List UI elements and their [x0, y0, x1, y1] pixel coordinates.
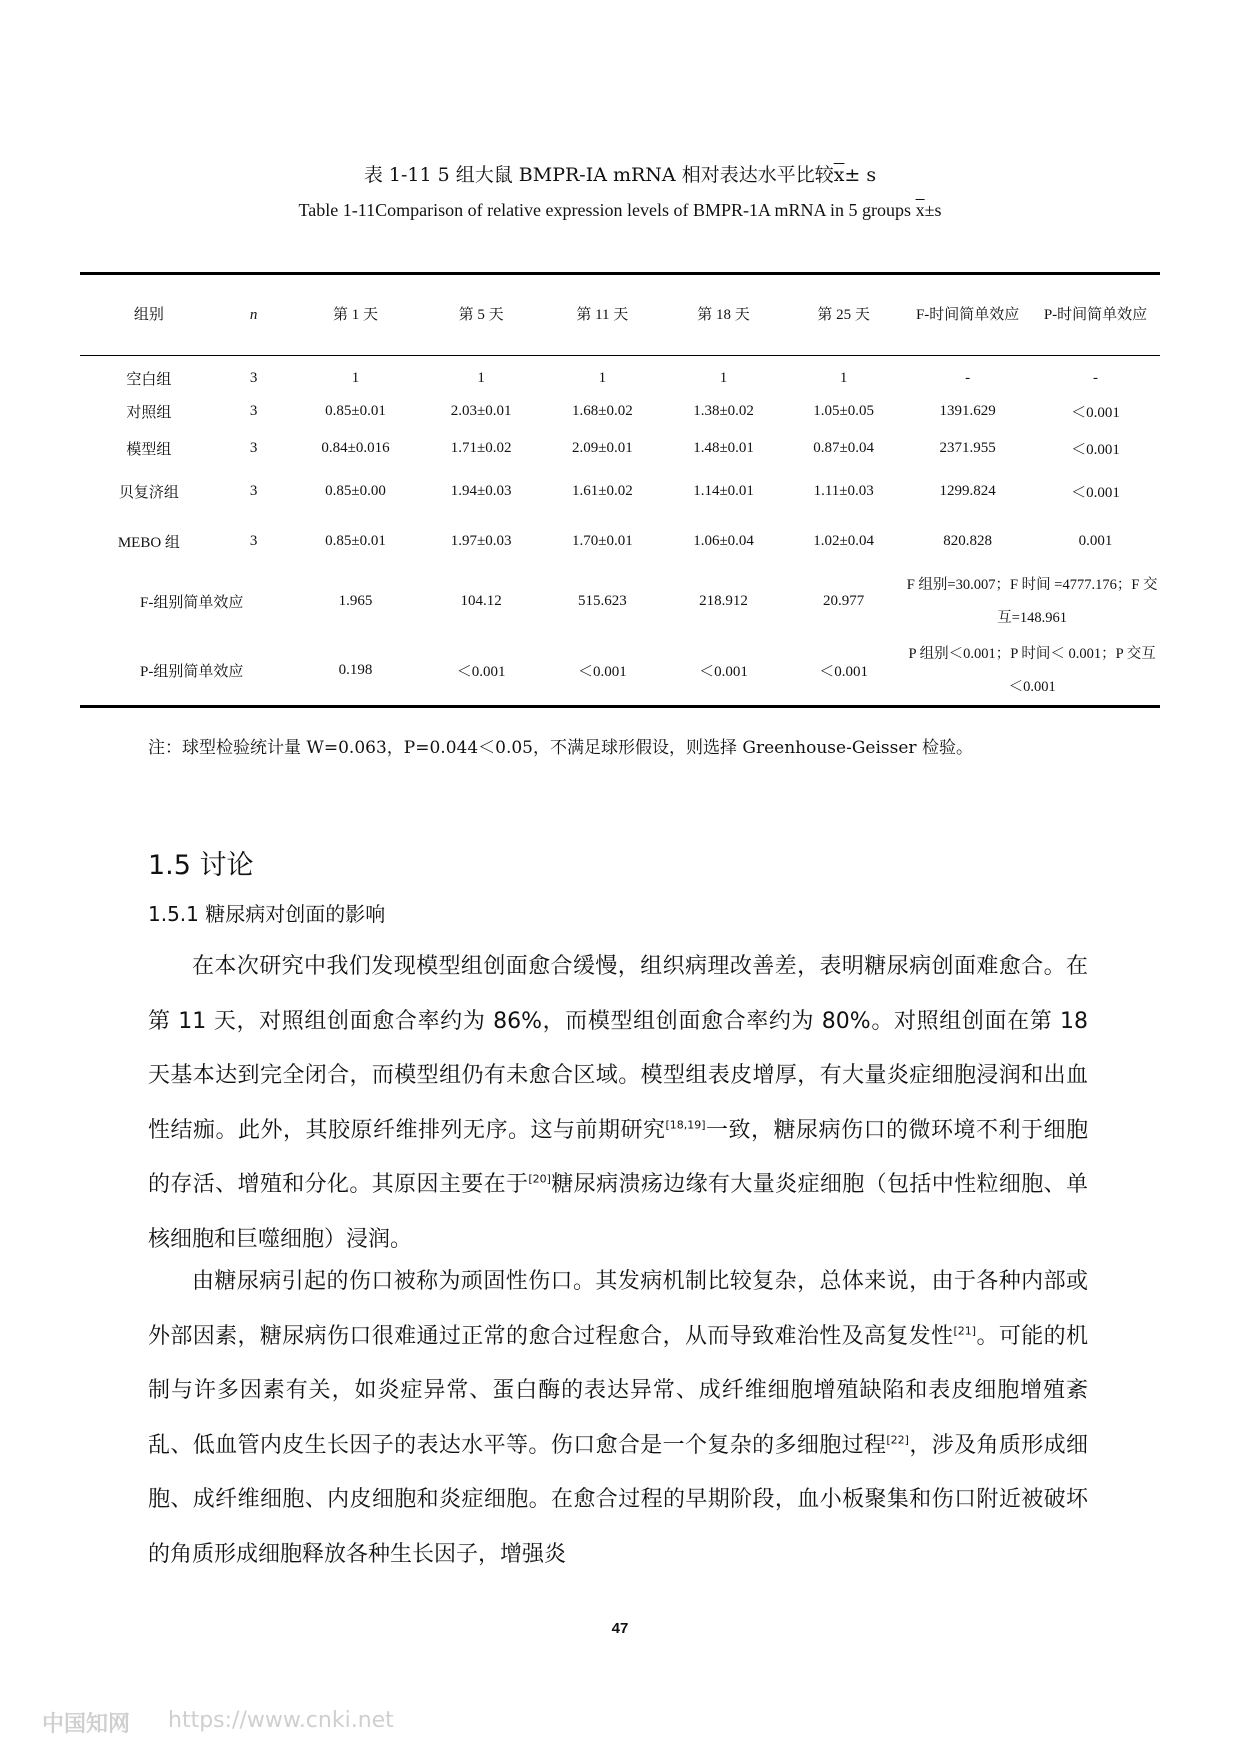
header-cell: 第 11 天 [576, 307, 629, 323]
table-cell: 2.09±0.01 [571, 439, 633, 456]
table-cell: ＜0.001 [1071, 485, 1120, 501]
header-cell: F-时间简单效应 [915, 307, 1020, 323]
table-cell: 贝复济组 [118, 485, 179, 501]
table-cell: 1.965 [338, 593, 373, 609]
table-cell: 20.977 [823, 593, 865, 609]
table-cell: 3 [249, 402, 258, 419]
section-heading: 1.5 讨论 [148, 850, 254, 881]
f-effect-row [80, 567, 1160, 637]
caption-cn-suffix: ± s [844, 164, 877, 186]
discussion-paragraph-2 [148, 1255, 1088, 1582]
header-cell: n [249, 307, 258, 323]
header-cell: 组别 [133, 307, 164, 323]
table-cell: ＜0.001 [699, 664, 748, 681]
table-cell: ＜0.001 [1071, 441, 1120, 458]
table-cell: 1.71±0.02 [450, 439, 512, 456]
table-cell: 1 [839, 369, 848, 386]
table-cell: 对照组 [126, 404, 172, 421]
caption-cn-prefix: 表 1-11 5 组大鼠 BMPR-IA mRNA 相对表达水平比较 [363, 164, 834, 186]
table-cell: 0.85±0.00 [325, 483, 386, 499]
p-effect-summary: P 组别＜0.001；P 时间＜ 0.001；P 交互＜0.001 [908, 645, 1156, 695]
watermark-logo: 中国知网 [42, 1712, 131, 1737]
table-cell: MEBO 组 [117, 535, 180, 551]
table-cell: 1299.824 [939, 483, 996, 499]
table-cell: 1.14±0.01 [693, 483, 754, 499]
table-row [80, 467, 1160, 517]
table-cell: 1.70±0.01 [571, 533, 633, 549]
caption-en-xbar: $\overline{x}$ [915, 200, 925, 220]
citation: [18,19] [665, 1118, 706, 1132]
table-cell: 1 [719, 369, 728, 386]
paragraph-text: 糖尿病溃疡边缘有大量炎症细胞（包括中性粒细胞、单核细胞和巨噬细胞）浸润。 [148, 1172, 1088, 1252]
paragraph-text: 由糖尿病引起的伤口被称为顽固性伤口。其发病机制比较复杂，总体来说，由于各种内部或外部因素，糖尿病伤口很难通过正常的愈合过程愈合，从而导致难治性及高复发性 [148, 1269, 1088, 1349]
paragraph-text: 。可能的机制与许多因素有关，如炎症异常、蛋白酶的表达异常、成纤维细胞增殖缺陷和表皮细胞增殖紊乱、低血管内皮生长因子的表达水平等。伤口愈合是一个复杂的多细胞过程 [148, 1323, 1088, 1458]
table-cell: 515.623 [577, 593, 627, 609]
table-cell: ＜0.001 [819, 664, 869, 681]
header-cell: 第 18 天 [697, 307, 750, 323]
table-cell: ＜0.001 [1071, 404, 1120, 421]
table-row [80, 356, 1160, 393]
header-cell: 第 25 天 [817, 307, 870, 323]
table-cell: 1 [477, 369, 485, 386]
f-effect-label: F-组别简单效应 [140, 595, 244, 611]
table-cell: - [1093, 369, 1098, 386]
header-cell: 第 5 天 [458, 307, 504, 323]
table-cell: 2371.955 [939, 439, 996, 456]
header-cell: 第 1 天 [332, 307, 378, 323]
table-row [80, 430, 1160, 467]
table-cell: 0.87±0.04 [813, 439, 875, 456]
table-cell: 2.03±0.01 [450, 402, 512, 419]
table-cell: 1 [598, 369, 607, 386]
citation: [21] [953, 1324, 977, 1338]
table-cell: 3 [249, 533, 258, 549]
table-cell: 1.61±0.02 [571, 483, 633, 499]
p-effect-label: P-组别简单效应 [140, 664, 244, 681]
table-cell: 0.85±0.01 [325, 533, 386, 549]
table-cell: 空白组 [126, 371, 172, 388]
table-cell: 1.02±0.04 [813, 533, 875, 549]
table-cell: 1.97±0.03 [450, 533, 512, 549]
page-number: 47 [611, 1620, 629, 1637]
table-caption-cn [0, 160, 1240, 187]
table-cell: 1.06±0.04 [693, 533, 754, 549]
table-cell: - [965, 369, 971, 386]
paragraph-text: ，涉及角质形成细胞、成纤维细胞、内皮细胞和炎症细胞。在愈合过程的早期阶段，血小板聚集和伤口附近被破坏的角质形成细胞释放各种生长因子，增强炎 [148, 1432, 1088, 1567]
caption-en-prefix: Table 1-11Comparison of relative expression levels of BMPR-1A mRNA in 5 groups [298, 200, 916, 220]
table-cell: 1.05±0.05 [813, 402, 875, 419]
table-cell: 1.38±0.02 [693, 402, 754, 419]
subsection-heading: 1.5.1 糖尿病对创面的影响 [148, 902, 386, 926]
f-effect-summary: F 组别=30.007；F 时间 =4777.176；F 交互=148.961 [906, 576, 1158, 626]
table-cell: 218.912 [699, 593, 748, 609]
table-cell: ＜0.001 [456, 664, 506, 681]
table-cell: 3 [249, 369, 258, 386]
table-cell: ＜0.001 [577, 664, 627, 681]
caption-cn-xbar: $\overline{x}$ [833, 164, 845, 186]
table-cell: 3 [249, 483, 258, 499]
table-cell: 0.85±0.01 [325, 402, 386, 419]
table-cell: 模型组 [126, 441, 172, 458]
table-row [80, 393, 1160, 430]
table-cell: 0.001 [1078, 533, 1113, 549]
table-caption-en [0, 200, 1240, 221]
table-note: 注：球型检验统计量 W=0.063，P=0.044＜0.05，不满足球形假设，则选择 Greenhouse-Geisser 检验。 [148, 738, 973, 758]
table-cell: 1.94±0.03 [450, 483, 512, 499]
table-row [80, 517, 1160, 567]
paragraph-text: 在本次研究中我们发现模型组创面愈合缓慢，组织病理改善差，表明糖尿病创面难愈合。在第 11 天，对照组创面愈合率约为 86%，而模型组创面愈合率约为 80%。对照组创面在第 18 天基本达到完全闭合，而模型组仍有未愈合区域。模型组表皮增厚，有大量炎症细胞浸润和出血性结痂。此外，其胶原纤维排列无序。这与前期研究 [148, 954, 1088, 1143]
table-cell: 1391.629 [939, 402, 996, 419]
header-cell: P-时间简单效应 [1043, 307, 1148, 323]
caption-en-suffix: ±s [924, 200, 942, 220]
expression-table [80, 272, 1160, 708]
watermark-url: https://www.cnki.net [168, 1708, 394, 1733]
discussion-paragraph-1 [148, 940, 1088, 1267]
table-cell: 1 [351, 369, 360, 386]
citation: [22] [886, 1433, 909, 1447]
paragraph-text: 一致，糖尿病伤口的微环境不利于细胞的存活、增殖和分化。其原因主要在于 [148, 1117, 1088, 1197]
table-cell: 1.48±0.01 [693, 439, 754, 456]
citation: [20] [528, 1172, 551, 1186]
table-header-row [80, 274, 1160, 356]
table-cell: 820.828 [943, 533, 993, 549]
table-cell: 0.198 [338, 662, 373, 679]
table-cell: 0.84±0.016 [321, 439, 390, 456]
table-cell: 1.68±0.02 [571, 402, 633, 419]
table-cell: 1.11±0.03 [813, 483, 874, 499]
table-cell: 3 [249, 439, 258, 456]
p-effect-row [80, 637, 1160, 707]
table-cell: 104.12 [460, 593, 502, 609]
